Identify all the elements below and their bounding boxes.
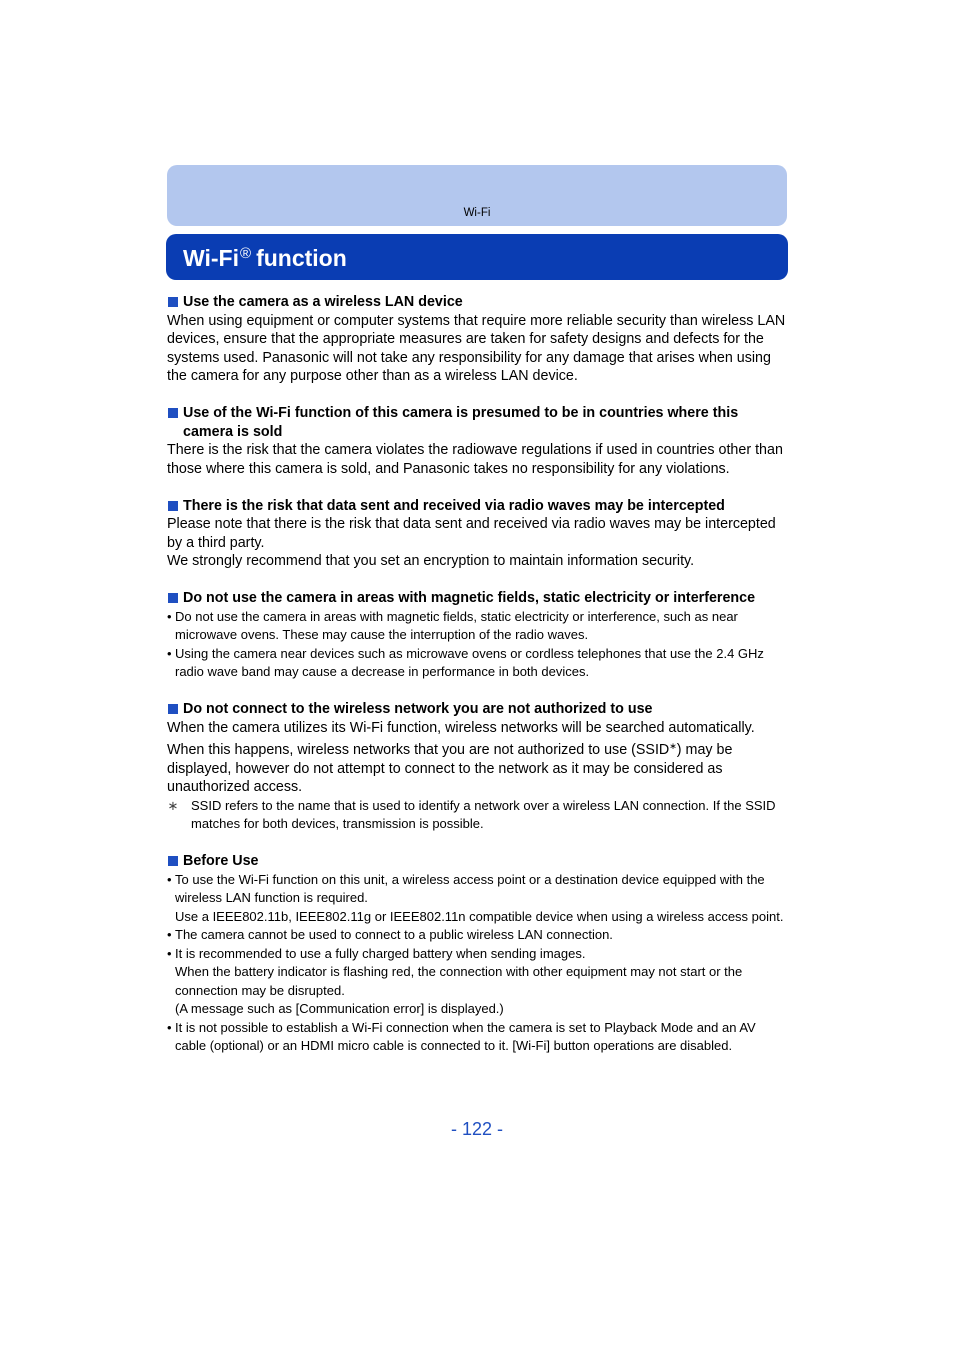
chapter-label: Wi-Fi	[463, 207, 491, 219]
title-bar	[166, 234, 788, 280]
page-content	[167, 293, 789, 1074]
bullet-dot-icon: •	[167, 1019, 172, 1035]
asterisk-icon: ∗	[167, 797, 179, 813]
list-item-detail: When the battery indicator is flashing red, the connection with other equipment may not start or the connection may be disrupted.	[175, 964, 743, 998]
section-magnetic-fields	[167, 589, 789, 682]
paragraph: We strongly recommend that you set an encryption to maintain information security.	[167, 553, 695, 569]
section-heading: Use of the Wi-Fi function of this camera is presumed to be in countries where this camera is sold	[167, 404, 789, 441]
list-item-detail: (A message such as [Communication error] is displayed.)	[175, 1001, 504, 1016]
square-bullet-icon	[168, 501, 178, 511]
bullet-dot-icon: •	[167, 608, 172, 624]
list-item: • To use the Wi-Fi function on this unit, a wireless access point or a destination device equipped with the wireless LAN function is required. Use a IEEE802.11b, IEEE802.11g or IEEE802.11n compatible device when using a wireless access point.	[167, 871, 789, 927]
page-title	[183, 246, 347, 270]
section-before-use	[167, 852, 789, 1056]
section-interception-risk	[167, 497, 789, 571]
square-bullet-icon	[168, 408, 178, 418]
square-bullet-icon	[168, 856, 178, 866]
bullet-dot-icon: •	[167, 871, 172, 887]
title-main: Wi-Fi	[183, 245, 239, 271]
paragraph: Please note that there is the risk that data sent and received via radio waves may be intercepted by a third party.	[167, 516, 776, 551]
list-item: • Do not use the camera in areas with magnetic fields, static electricity or interference, such as near microwave ovens. These may cause the interruption of the radio waves.	[167, 608, 738, 642]
paragraph: When using equipment or computer systems that require more reliable security than wireless LAN devices, ensure that the appropriate measures are taken for safety designs and defects for the systems used. Panasonic will not take any responsibility for any damage that arises when using the camera for any purpose other than as a wireless LAN device.	[167, 312, 786, 384]
list-item: • It is not possible to establish a Wi-Fi connection when the camera is set to Playback Mode and an AV cable (optional) or an HDMI micro cable is connected to it. [Wi-Fi] button operations are disabled.	[167, 1019, 756, 1053]
bullet-dot-icon: •	[167, 945, 172, 961]
registered-mark: ®	[240, 245, 252, 262]
footnote: ∗ SSID refers to the name that is used to identify a network over a wireless LAN connection. If the SSID matches for both devices, transmission is possible.	[167, 797, 776, 831]
section-wireless-lan-device	[167, 293, 789, 386]
list-item: • It is recommended to use a fully charged battery when sending images. When the battery indicator is flashing red, the connection with other equipment may not start or the connection may be disrupted. (A message such as [Communication error] is displayed.)	[167, 945, 789, 1019]
section-heading: Do not use the camera in areas with magnetic fields, static electricity or interference	[167, 589, 789, 608]
section-heading: Before Use	[167, 852, 789, 871]
section-unauthorized-network	[167, 700, 789, 834]
footnote-marker: ∗	[669, 741, 677, 751]
list-item: • Using the camera near devices such as microwave ovens or cordless telephones that use the 2.4 GHz radio wave band may cause a decrease in performance in both devices.	[167, 645, 764, 679]
section-heading: There is the risk that data sent and received via radio waves may be intercepted	[167, 497, 789, 516]
title-rest: function	[256, 245, 347, 271]
chapter-header-band	[167, 165, 787, 226]
list-item: • The camera cannot be used to connect to a public wireless LAN connection.	[167, 926, 789, 945]
section-heading: Do not connect to the wireless network you are not authorized to use	[167, 700, 789, 719]
bullet-list	[167, 871, 789, 1056]
page-number: - 122 -	[450, 1119, 504, 1139]
bullet-dot-icon: •	[167, 927, 172, 942]
square-bullet-icon	[168, 593, 178, 603]
section-country-of-sale	[167, 404, 789, 478]
paragraph: When the camera utilizes its Wi-Fi function, wireless networks will be searched automatically. When this happens, wireless networks that you are not authorized to use (SSID∗) may be displayed, however do not attempt to connect to the network as it may be considered as unauthorized access.	[167, 719, 755, 795]
bullet-list	[167, 608, 789, 682]
list-item-detail: Use a IEEE802.11b, IEEE802.11g or IEEE802.11n compatible device when using a wireless access point.	[175, 908, 784, 924]
section-heading: Use the camera as a wireless LAN device	[167, 293, 789, 312]
paragraph: There is the risk that the camera violates the radiowave regulations if used in countries other than those where this camera is sold, and Panasonic takes no responsibility for any violations.	[167, 442, 783, 477]
square-bullet-icon	[168, 704, 178, 714]
bullet-dot-icon: •	[167, 645, 172, 661]
square-bullet-icon	[168, 297, 178, 307]
